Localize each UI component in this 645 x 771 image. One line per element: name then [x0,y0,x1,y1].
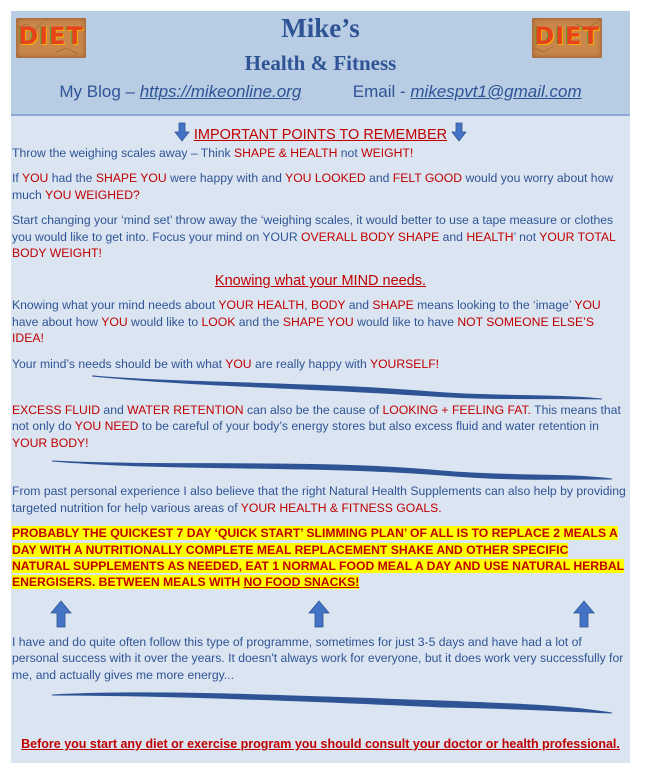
wave-divider [12,451,629,483]
flyer-page [11,11,630,763]
arrow-up-icon [573,600,595,632]
email-label: Email - [352,82,406,101]
diet-logo-word: DIET [534,22,600,50]
diet-logo-word: DIET [18,22,84,50]
blog-label: My Blog – [59,82,135,101]
quick-start-highlight: PROBABLY THE QUICKEST 7 DAY ‘QUICK START’ SLIMMING PLAN’ OF ALL IS TO REPLACE 2 MEALS A DAY WITH A NUTRITIONALLY COMPLETE MEAL REPLACEMENT SHAKE AND OTHER SPECIFIC NATURAL SUPPLEMENTS AS NEEDED, EAT 1 NORMAL FOOD MEAL A DAY AND USE NATURAL HERBAL ENERGISERS. BETWEEN MEALS WITH NO FOOD SNACKS! [12,526,625,590]
main-content [12,122,629,715]
paragraph-yourself: Your mind’s needs should be with what YOU are really happy with YOURSELF! [12,356,440,371]
header [11,11,630,116]
paragraph-fluid: EXCESS FLUID and WATER RETENTION can also be the cause of LOOKING + FEELING FAT. This means that not only do YOU NEED to be careful of your body’s energy stores but also excess fluid and water retention in YOUR BODY! [12,403,621,450]
paragraph-mind-set: Start changing your ‘mind set’ throw away the ‘weighing scales, it would better to use a tape measure or clothes you would like to get into. Focus your mind on YOUR OVERALL BODY SHAPE and HEALTH’ not YOUR TOTAL BODY WEIGHT! [12,213,616,261]
contact-line [11,82,630,102]
up-arrows-row [12,600,629,630]
page-subtitle: Health & Fitness [244,51,397,75]
wave-divider [12,372,629,402]
paragraph-scales: Throw the weighing scales away – Think SHAPE & HEALTH not WEIGHT! [12,146,414,160]
wave-divider [12,683,629,715]
arrow-up-icon [50,600,72,632]
paragraph-programme: I have and do quite often follow this type of programme, sometimes for just 3-5 days and have had a lot of personal success with it over the years. It doesn't always work for everyone, but it does work very successfully for me, and actually gives me more energy... [12,634,624,682]
disclaimer: Before you start any diet or exercise program you should consult your doctor or health professional. [21,737,620,751]
important-points-heading [12,122,629,142]
email-link[interactable]: mikespvt1@gmail.com [410,82,582,101]
mind-needs-heading: Knowing what your MIND needs. [214,273,427,290]
paragraph-supplements: From past personal experience I also believe that the right Natural Health Supplements can also help by providing targeted nutrition for help various areas of YOUR HEALTH & FITNESS GOALS. [12,484,626,515]
arrow-up-icon [308,600,330,632]
paragraph-shape: If YOU had the SHAPE YOU were happy with and YOU LOOKED and FELT GOOD would you worry about how much YOU WEIGHED? [12,171,614,202]
page-title: Mike’s [281,13,360,43]
important-points-heading-text: IMPORTANT POINTS TO REMEMBER [193,126,448,143]
paragraph-mind-needs: Knowing what your mind needs about YOUR HEALTH, BODY and SHAPE means looking to the ‘image’ YOU have about how YOU would like to LOOK and the SHAPE YOU would like to have NOT SOMEONE ELSE’S IDEA! [12,298,601,346]
arrow-down-icon [451,122,467,148]
blog-link[interactable]: https://mikeonline.org [139,82,302,101]
